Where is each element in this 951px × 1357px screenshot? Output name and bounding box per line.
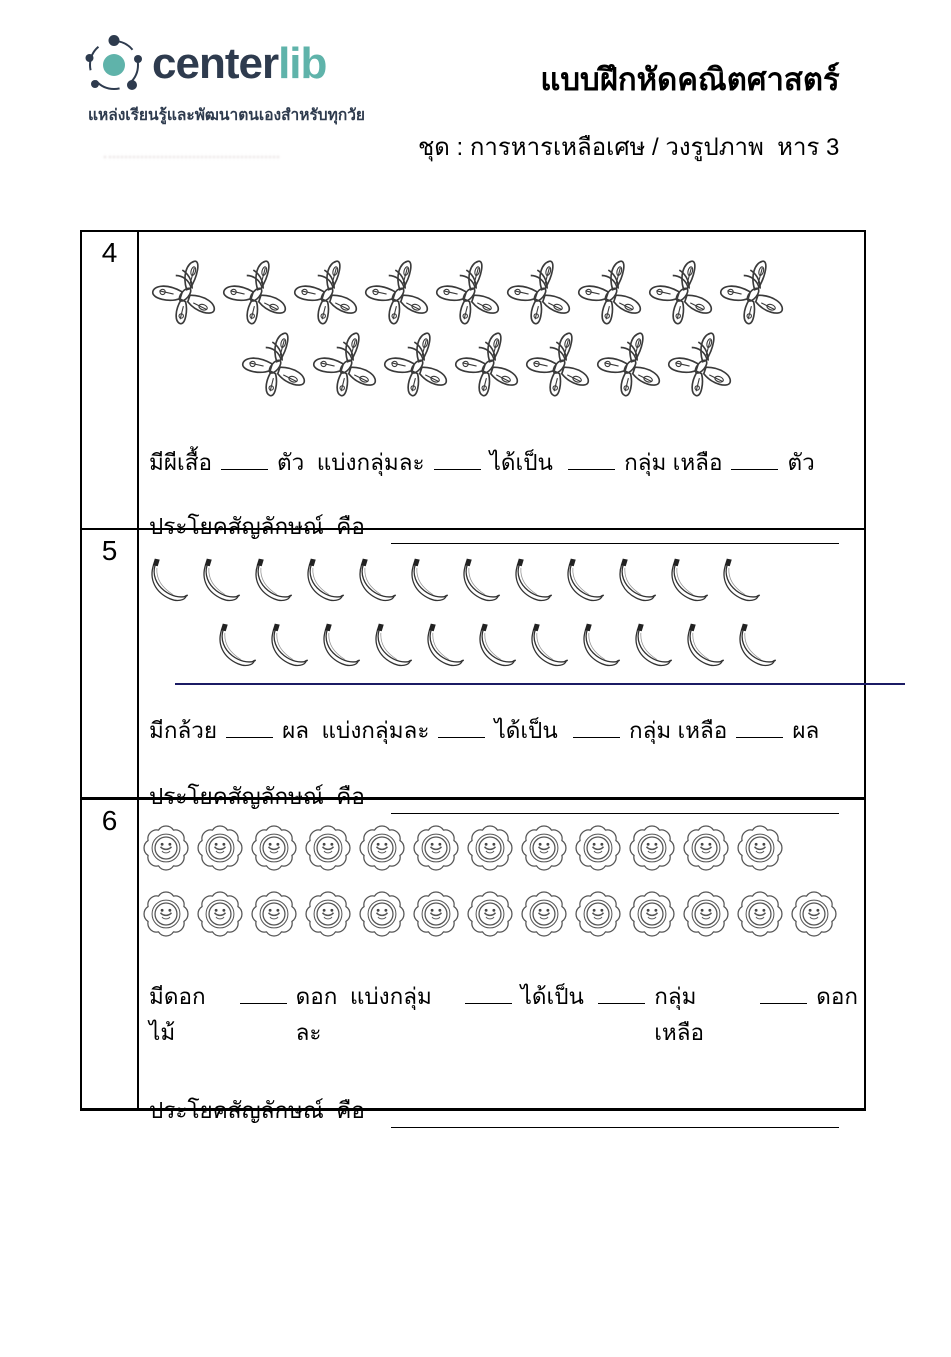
brand-lib: lib bbox=[278, 39, 327, 88]
icon-row bbox=[139, 886, 864, 942]
butterfly-icon bbox=[665, 330, 736, 400]
sentence-text: มีดอกไม้ bbox=[149, 984, 206, 1045]
answer-blank bbox=[221, 447, 268, 471]
answer-blank bbox=[568, 447, 615, 471]
fill-in-sentence bbox=[139, 444, 864, 480]
table-row bbox=[82, 528, 864, 809]
banana-icon bbox=[623, 617, 675, 678]
equation-row bbox=[139, 1092, 864, 1128]
flower-icon bbox=[463, 820, 517, 876]
butterfly-icon bbox=[646, 258, 717, 328]
banana-icon bbox=[207, 617, 259, 678]
problem-cell bbox=[139, 232, 864, 539]
problem-cell bbox=[139, 530, 864, 809]
answer-blank bbox=[736, 715, 783, 739]
banana-icon bbox=[659, 552, 711, 613]
flower-icon bbox=[679, 886, 733, 942]
butterfly-icon bbox=[504, 258, 575, 328]
banana-icon bbox=[311, 617, 363, 678]
banana-icon bbox=[519, 617, 571, 678]
sentence-text: กลุ่ม เหลือ bbox=[624, 450, 723, 475]
stray-ruled-line bbox=[175, 683, 905, 685]
problem-number: 5 bbox=[82, 530, 139, 797]
brand-center: center bbox=[152, 39, 279, 88]
brand-wordmark bbox=[152, 39, 327, 88]
sentence-text: ดอก แบ่งกลุ่มละ bbox=[295, 984, 432, 1045]
butterfly-icon bbox=[149, 258, 220, 328]
flower-icon bbox=[409, 886, 463, 942]
flower-icon bbox=[301, 886, 355, 942]
problem-number: 6 bbox=[82, 800, 139, 1108]
icon-row bbox=[207, 617, 864, 678]
butterfly-icon bbox=[717, 258, 788, 328]
banana-icon bbox=[347, 552, 399, 613]
banana-icon bbox=[711, 552, 763, 613]
sentence-text: ผล แบ่งกลุ่มละ bbox=[282, 718, 430, 743]
page-title: แบบฝึกหัดคณิตศาสตร์ bbox=[540, 62, 840, 97]
butterfly-icon bbox=[575, 258, 646, 328]
flower-icon bbox=[733, 886, 787, 942]
sentence-text: กลุ่ม เหลือ bbox=[654, 984, 705, 1045]
flower-icon bbox=[193, 820, 247, 876]
butterfly-icon bbox=[239, 330, 310, 400]
sentence-text: ตัว แบ่งกลุ่มละ bbox=[276, 450, 425, 475]
table-row bbox=[82, 797, 864, 1123]
banana-icon bbox=[571, 617, 623, 678]
answer-blank bbox=[760, 981, 807, 1005]
flower-icon bbox=[409, 820, 463, 876]
flower-icon bbox=[679, 820, 733, 876]
sentence-text: ตัว bbox=[787, 450, 815, 475]
butterfly-icon bbox=[220, 258, 291, 328]
sentence-text: ได้เป็น bbox=[520, 984, 591, 1009]
banana-icon bbox=[727, 617, 779, 678]
logo-tagline: แหล่งเรียนรู้และพัฒนาตนเองสำหรับทุกวัย bbox=[88, 107, 366, 124]
flower-icon bbox=[301, 820, 355, 876]
sentence-text: มีผีเสื้อ bbox=[149, 450, 212, 475]
banana-icon bbox=[675, 617, 727, 678]
flower-icon bbox=[193, 886, 247, 942]
flower-icon bbox=[247, 886, 301, 942]
answer-blank bbox=[598, 981, 645, 1005]
flower-icon bbox=[247, 820, 301, 876]
banana-icon bbox=[399, 552, 451, 613]
flower-icon bbox=[139, 820, 193, 876]
banana-icon bbox=[415, 617, 467, 678]
banana-icon bbox=[607, 552, 659, 613]
butterfly-icon bbox=[594, 330, 665, 400]
flower-icon bbox=[355, 886, 409, 942]
answer-blank bbox=[573, 715, 620, 739]
flower-icon bbox=[625, 820, 679, 876]
answer-blank bbox=[434, 447, 481, 471]
flower-icon bbox=[139, 886, 193, 942]
icon-row bbox=[149, 258, 864, 328]
sentence-text: ดอก bbox=[816, 984, 858, 1009]
icon-row bbox=[239, 330, 864, 400]
icon-row bbox=[139, 820, 864, 876]
worksheet-table bbox=[80, 230, 866, 1123]
sentence-text: กลุ่ม เหลือ bbox=[628, 718, 728, 743]
banana-icon bbox=[363, 617, 415, 678]
banana-icon bbox=[451, 552, 503, 613]
banana-icon bbox=[503, 552, 555, 613]
banana-icon bbox=[555, 552, 607, 613]
flower-icon bbox=[787, 886, 841, 942]
sentence-text: ได้เป็น bbox=[489, 450, 560, 475]
equation-label: ประโยคสัญลักษณ์ คือ bbox=[149, 1098, 365, 1123]
answer-blank bbox=[731, 447, 778, 471]
fill-in-sentence bbox=[139, 712, 864, 748]
flower-icon bbox=[517, 886, 571, 942]
sentence-text: ได้เป็น bbox=[494, 718, 564, 743]
banana-icon bbox=[467, 617, 519, 678]
fill-in-sentence bbox=[139, 978, 864, 1050]
butterfly-icon bbox=[433, 258, 504, 328]
faded-watermark bbox=[104, 147, 279, 158]
sentence-text: ผล bbox=[792, 718, 820, 743]
flower-icon bbox=[625, 886, 679, 942]
icon-row bbox=[139, 552, 864, 613]
equation-label: ประโยคสัญลักษณ์ คือ bbox=[149, 784, 365, 809]
banana-icon bbox=[295, 552, 347, 613]
answer-blank bbox=[226, 715, 273, 739]
answer-blank bbox=[465, 981, 512, 1005]
problem-cell bbox=[139, 800, 864, 1123]
banana-icon bbox=[243, 552, 295, 613]
banana-icon bbox=[191, 552, 243, 613]
banana-icon bbox=[259, 617, 311, 678]
equation-label: ประโยคสัญลักษณ์ คือ bbox=[149, 514, 365, 539]
answer-blank bbox=[438, 715, 485, 739]
centerlib-logo bbox=[84, 34, 326, 94]
flower-icon bbox=[355, 820, 409, 876]
table-row bbox=[82, 232, 864, 539]
flower-icon bbox=[571, 820, 625, 876]
flower-icon bbox=[517, 820, 571, 876]
butterfly-icon bbox=[362, 258, 433, 328]
problem-number: 4 bbox=[82, 232, 139, 528]
butterfly-icon bbox=[291, 258, 362, 328]
answer-blank bbox=[240, 981, 287, 1005]
page-subtitle: ชุด : การหารเหลือเศษ / วงรูปภาพ หาร 3 bbox=[418, 134, 840, 161]
butterfly-icon bbox=[452, 330, 523, 400]
butterfly-icon bbox=[310, 330, 381, 400]
flower-icon bbox=[733, 820, 787, 876]
butterfly-icon bbox=[523, 330, 594, 400]
flower-icon bbox=[463, 886, 517, 942]
centerlib-logo-icon bbox=[84, 34, 144, 94]
equation-answer-line bbox=[391, 1100, 839, 1128]
sentence-text: มีกล้วย bbox=[149, 718, 218, 743]
butterfly-icon bbox=[381, 330, 452, 400]
flower-icon bbox=[571, 886, 625, 942]
banana-icon bbox=[139, 552, 191, 613]
